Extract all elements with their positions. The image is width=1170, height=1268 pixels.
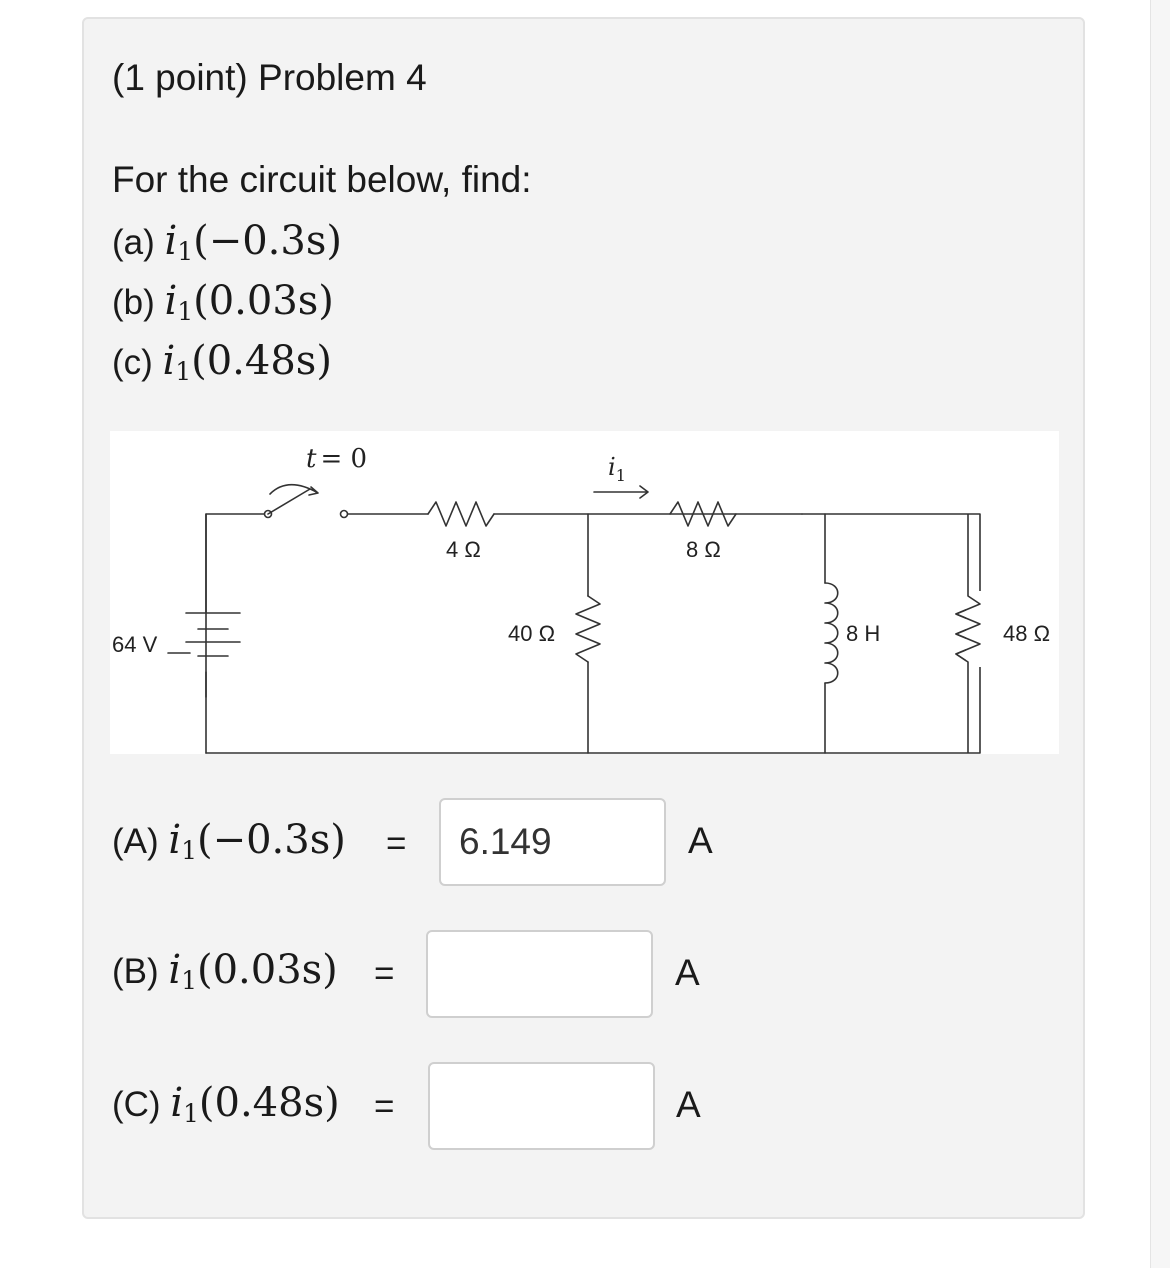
wire-left — [206, 514, 268, 697]
answer-a-equals: = — [386, 824, 407, 863]
problem-prompt: For the circuit below, find: — [112, 159, 532, 200]
answer-c-equals: = — [374, 1087, 395, 1126]
part-c-label: (c) — [112, 343, 153, 382]
answer-a-expression — [168, 817, 346, 866]
part-b-sub: 1 — [177, 297, 194, 327]
circuit-diagram — [110, 431, 1059, 754]
scrollbar-track[interactable] — [1150, 0, 1170, 1268]
part-a-arg: (−0.3s) — [193, 218, 342, 264]
current-label — [608, 453, 626, 485]
answer-a-label — [112, 815, 346, 867]
inductor-label: 8 H — [846, 621, 881, 646]
answer-b-label — [112, 945, 338, 997]
answer-b-unit: A — [675, 952, 700, 993]
part-a-sub: 1 — [177, 237, 194, 267]
r4-label: 48 Ω — [1003, 621, 1051, 646]
switch-blade — [268, 489, 310, 514]
switch-contact-right — [341, 511, 348, 518]
answer-c-func: i — [170, 1080, 184, 1126]
part-b — [112, 276, 334, 328]
current-arrow — [594, 486, 648, 498]
answer-b-sub: 1 — [181, 966, 197, 996]
part-c-expression — [162, 338, 332, 387]
circuit-svg — [110, 431, 1059, 754]
answer-b-input[interactable] — [426, 930, 653, 1018]
part-b-func: i — [164, 278, 178, 324]
answer-c-unit: A — [676, 1084, 701, 1125]
resistor-4-ohm — [428, 502, 494, 526]
part-c-func: i — [162, 338, 176, 384]
part-a — [112, 216, 342, 268]
switch-label — [306, 444, 367, 474]
part-a-label: (a) — [112, 223, 155, 262]
part-a-expression — [164, 218, 342, 267]
answer-b-arg: (0.03s) — [196, 947, 338, 993]
part-b-expression — [164, 278, 334, 327]
answer-b-expression — [168, 947, 338, 996]
r1-label: 4 Ω — [446, 537, 481, 562]
switch-label-eq: = 0 — [320, 444, 368, 474]
answer-a-arg: (−0.3s) — [196, 817, 346, 863]
part-c-arg: (0.48s) — [191, 338, 332, 384]
answer-c-expression — [170, 1080, 340, 1129]
switch-arrow — [270, 485, 318, 495]
part-a-func: i — [164, 218, 178, 264]
answer-b-func: i — [168, 947, 182, 993]
answer-b-equals: = — [374, 954, 395, 993]
answer-c-sub: 1 — [183, 1099, 199, 1129]
answer-a-unit: A — [688, 820, 713, 861]
r2-label: 8 Ω — [686, 537, 721, 562]
answer-c-arg: (0.48s) — [198, 1080, 340, 1126]
problem-title: (1 point) Problem 4 — [112, 57, 427, 98]
current-label-sub: 1 — [615, 466, 626, 485]
answer-b-letter: (B) — [112, 952, 159, 991]
part-b-arg: (0.03s) — [193, 278, 334, 324]
source-label: 64 V — [112, 632, 158, 657]
answer-c-letter: (C) — [112, 1085, 161, 1124]
answer-c-input[interactable] — [428, 1062, 655, 1150]
current-label-i: i — [608, 453, 616, 481]
answer-c-label — [112, 1078, 340, 1130]
part-b-label: (b) — [112, 283, 155, 322]
answer-a-input[interactable] — [439, 798, 666, 886]
part-c — [112, 336, 332, 388]
resistor-40-ohm — [576, 596, 600, 662]
inductor-8-h — [825, 583, 838, 683]
switch-label-t: t — [306, 444, 317, 474]
r3-label: 40 Ω — [508, 621, 556, 646]
answer-a-letter: (A) — [112, 822, 159, 861]
r48-mask — [966, 591, 996, 667]
answer-a-func: i — [168, 817, 182, 863]
answer-a-sub: 1 — [181, 836, 197, 866]
part-c-sub: 1 — [175, 357, 192, 387]
